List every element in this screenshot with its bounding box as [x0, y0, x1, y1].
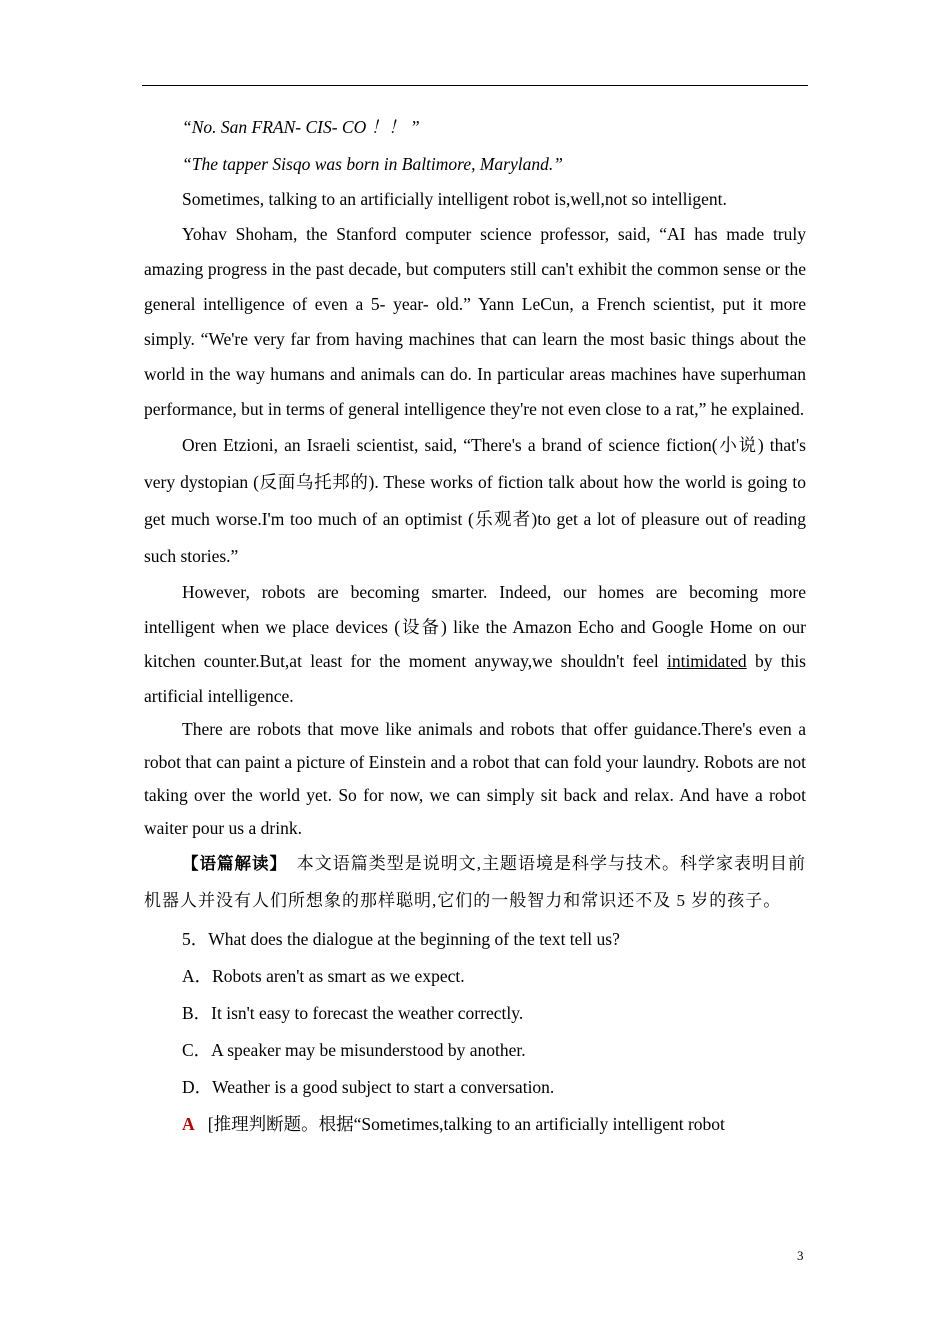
option-c: C．A speaker may be misunderstood by another.: [182, 1040, 526, 1060]
answer-explanation: [推理判断题。根据“Sometimes,talking to an artificially intelligent robot: [207, 1114, 725, 1134]
page-content: [144, 108, 806, 1143]
option-b: B．It isn't easy to forecast the weather correctly.: [182, 1003, 524, 1023]
underlined-word: intimidated: [666, 651, 747, 671]
paragraph-3: Oren Etzioni, an Israeli scientist, said, “There's a brand of science fiction(小说) that's very dystopian (反面乌托邦的). These works of fiction talk about how the world is going to get much worse.I'm too much of an optimist (乐观者)to get a lot of pleasure out of reading such stories.”: [144, 435, 806, 566]
header-rule: [142, 85, 808, 86]
answer-line: [144, 1106, 806, 1143]
paragraph-1: Sometimes, talking to an artificially intelligent robot is,well,not so intelligent.: [182, 189, 727, 209]
paragraph-4-end: by this artificial intelligence.: [144, 651, 806, 706]
option-a: A．Robots aren't as smart as we expect.: [182, 966, 465, 986]
paragraph-5: There are robots that move like animals and robots that offer guidance.There's even a robot that can paint a picture of Einstein and a robot that can fold your laundry. Robots are not taking over the world yet. So for now, we can simply sit back and relax. And have a robot waiter pour us a drink.: [144, 719, 806, 838]
page-number: 3: [797, 1248, 804, 1263]
paragraph-2: Yohav Shoham, the Stanford computer science professor, said, “AI has made truly amazing progress in the past decade, but computers still can't exhibit the common sense or the general intelligence of even a 5- year- old.” Yann LeCun, a French scientist, put it more simply. “We're very far from having machines that can learn the most basic things about the world in the way humans and animals can do. In particular areas machines have superhuman performance, but in terms of general intelligence they're not even close to a rat,” he explained.: [144, 224, 806, 419]
answer-letter: A: [182, 1114, 195, 1134]
option-d: D．Weather is a good subject to start a conversation.: [182, 1077, 555, 1097]
analysis-text: 本文语篇类型是说明文,主题语境是科学与技术。科学家表明目前机器人并没有人们所想象的那样聪明,它们的一般智力和常识还不及 5 岁的孩子。: [144, 854, 806, 910]
paragraph-4-text: However, robots are becoming smarter. Indeed, our homes are becoming more intelligent when we place devices (设备) like the Amazon Echo and Google Home on our kitchen counter.But,at least for the moment anyway,we shouldn't feel: [144, 582, 806, 671]
paragraph-4: [144, 575, 806, 713]
analysis-paragraph: [144, 845, 806, 919]
dialogue-line-1: “No. San FRAN- CIS- CO ！！ ”: [182, 117, 420, 137]
analysis-label: 【语篇解读】: [182, 854, 279, 873]
dialogue-line-2: “The tapper Sisqo was born in Baltimore, Maryland.”: [182, 154, 563, 174]
question-stem: 5．What does the dialogue at the beginning of the text tell us?: [182, 929, 620, 949]
